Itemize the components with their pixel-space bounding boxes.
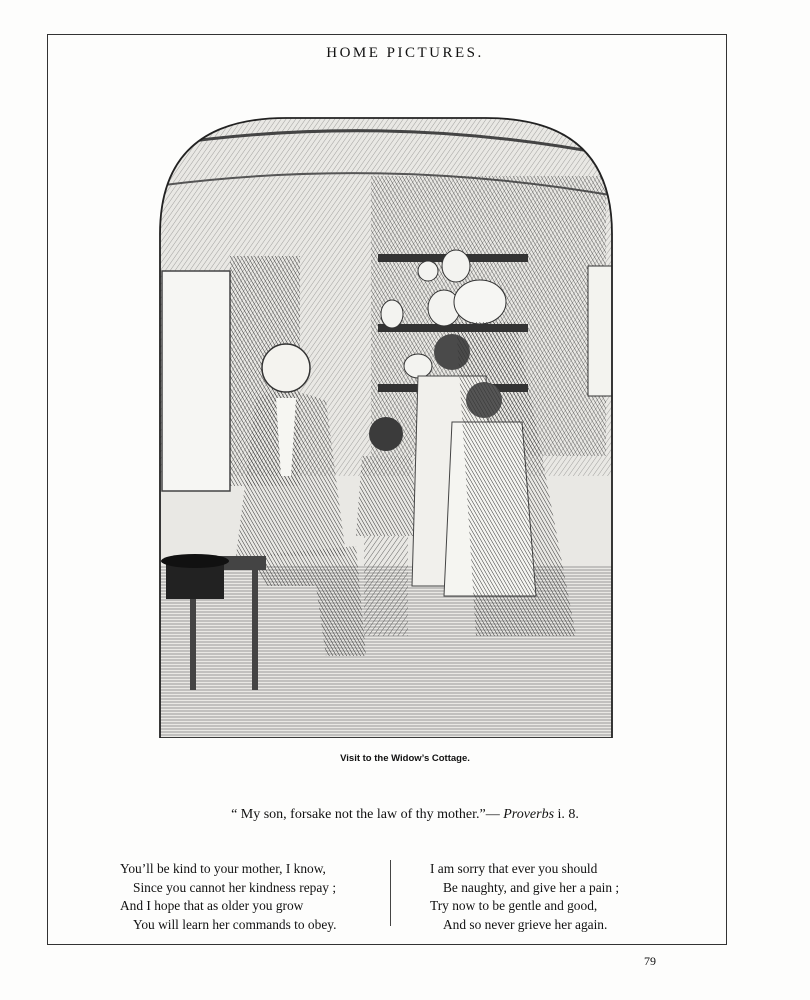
epigraph-ref: i. 8.	[554, 807, 579, 822]
page-number: 79	[644, 954, 656, 968]
engraving-illustration	[156, 116, 616, 738]
poem-line: You will learn her commands to obey.	[133, 916, 337, 932]
poem-line: You’ll be kind to your mother, I know,	[120, 861, 326, 876]
poem-line: And I hope that as older you grow	[120, 898, 304, 913]
poem-line: I am sorry that ever you should	[430, 861, 598, 876]
poem-line: Since you cannot her kindness repay ;	[133, 879, 337, 895]
epigraph	[0, 807, 810, 823]
illustration-caption: Visit to the Widow’s Cottage.	[340, 753, 470, 764]
column-divider	[390, 860, 391, 926]
page-title: HOME PICTURES.	[326, 45, 484, 61]
epigraph-source: Proverbs	[503, 807, 555, 822]
poem-stanza-right	[430, 860, 619, 934]
epigraph-quote: “ My son, forsake not the law of thy mother.”—	[231, 807, 504, 822]
poem-line: Be naughty, and give her a pain ;	[443, 879, 620, 895]
poem-line: And so never grieve her again.	[443, 916, 608, 932]
poem-line: Try now to be gentle and good,	[430, 898, 598, 913]
poem-stanza-left	[120, 860, 336, 934]
